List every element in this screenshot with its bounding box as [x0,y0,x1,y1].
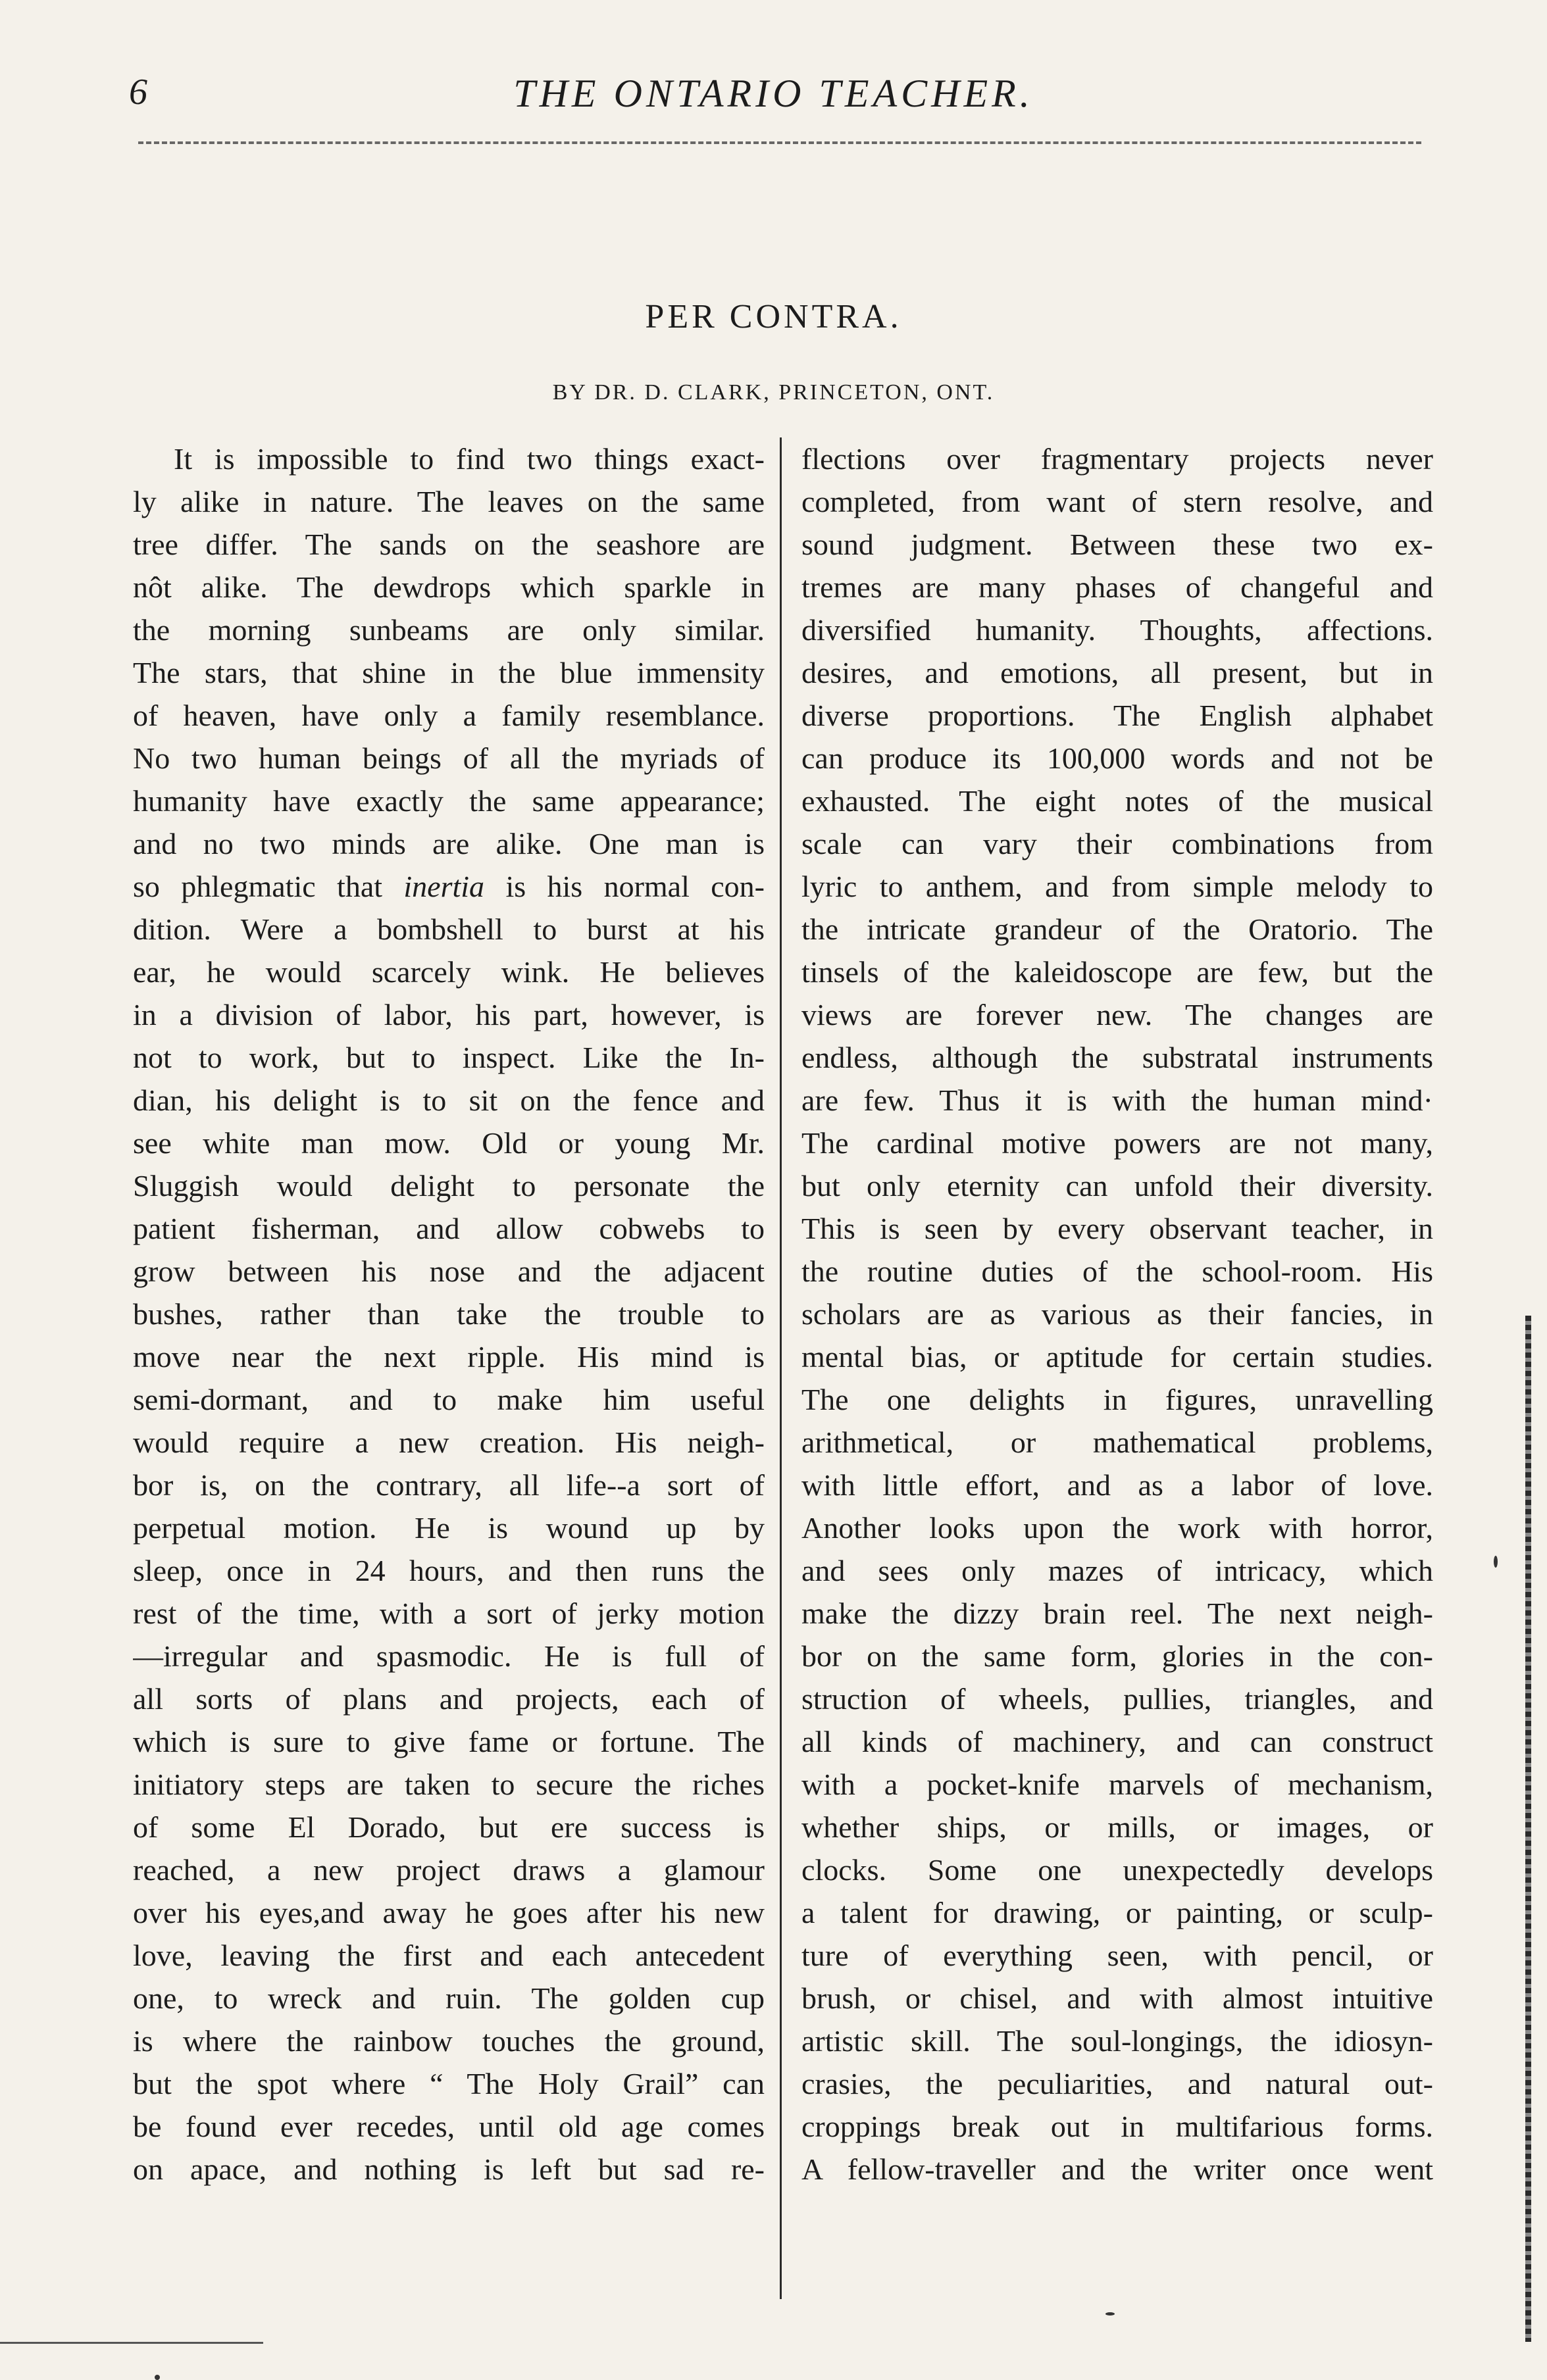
text-line: views are forever new. The changes are [801,998,1433,1031]
text-line: ture of everything seen, with pencil, or [801,1939,1433,1972]
text-line: with a pocket-knife marvels of mechanism, [801,1768,1433,1801]
text-line: desires, and emotions, all present, but in [801,656,1433,689]
text-line: be found ever recedes, until old age comes [133,2110,765,2143]
text-line: with little effort, and as a labor of love. [801,1468,1433,1502]
left-column [133,437,765,2191]
running-head [0,71,1547,124]
text-line: croppings break out in multifarious forms. [801,2110,1433,2143]
text-line: dian, his delight is to sit on the fence and [133,1083,765,1117]
text-line: struction of wheels, pullies, triangles, and [801,1682,1433,1716]
text-line: bor on the same form, glories in the con- [801,1639,1433,1673]
text-line: scholars are as various as their fancies, in [801,1297,1433,1331]
page-number: 6 [129,72,147,112]
text-line: bushes, rather than take the trouble to [133,1297,765,1331]
text-line: crasies, the peculiarities, and natural out- [801,2067,1433,2100]
text-line: on apace, and nothing is left but sad re- [133,2152,765,2186]
text-line: and sees only mazes of intricacy, which [801,1554,1433,1587]
text-line: move near the next ripple. His mind is [133,1340,765,1374]
text-line: semi-dormant, and to make him useful [133,1383,765,1416]
text-line: sleep, once in 24 hours, and then runs the [133,1554,765,1587]
scan-speck [1494,1556,1498,1568]
scan-speck [1105,2312,1115,2316]
text-line: all kinds of machinery, and can construct [801,1725,1433,1758]
text-line: make the dizzy brain reel. The next neigh- [801,1597,1433,1630]
text-line: mental bias, or aptitude for certain studies. [801,1340,1433,1374]
text-line: completed, from want of stern resolve, and [801,485,1433,518]
text-line: dition. Were a bombshell to burst at his [133,912,765,946]
text-line: the routine duties of the school-room. His [801,1254,1433,1288]
column-divider [780,437,782,2299]
text-line: the intricate grandeur of the Oratorio. The [801,912,1433,946]
text-line: patient fisherman, and allow cobwebs to [133,1212,765,1245]
text-line: The cardinal motive powers are not many, [801,1126,1433,1160]
text-line: so phlegmatic that inertia is his normal con- [133,870,765,903]
text-line: This is seen by every observant teacher, in [801,1212,1433,1245]
article-title: PER CONTRA. [645,298,902,335]
text-line: The stars, that shine in the blue immensity [133,656,765,689]
right-column [801,437,1433,2191]
text-line: Sluggish would delight to personate the [133,1169,765,1202]
text-line: tree differ. The sands on the seashore are [133,528,765,561]
text-line: sound judgment. Between these two ex- [801,528,1433,561]
text-line: in a division of labor, his part, however, is [133,998,765,1031]
text-line: a talent for drawing, or painting, or sculp- [801,1896,1433,1929]
text-line: whether ships, or mills, or images, or [801,1810,1433,1844]
text-line: and no two minds are alike. One man is [133,827,765,860]
text-line: initiatory steps are taken to secure the riches [133,1768,765,1801]
text-line: of some El Dorado, but ere success is [133,1810,765,1844]
text-line: diverse proportions. The English alphabet [801,699,1433,732]
text-line: flections over fragmentary projects never [801,442,1433,476]
text-line: of heaven, have only a family resemblance. [133,699,765,732]
text-line: rest of the time, with a sort of jerky motion [133,1597,765,1630]
text-line: A fellow-traveller and the writer once went [801,2152,1433,2186]
text-line: exhausted. The eight notes of the musical [801,784,1433,818]
text-line: lyric to anthem, and from simple melody to [801,870,1433,903]
text-line: brush, or chisel, and with almost intuitive [801,1981,1433,2015]
text-line: arithmetical, or mathematical problems, [801,1426,1433,1459]
scan-speck [155,2375,160,2380]
text-line: one, to wreck and ruin. The golden cup [133,1981,765,2015]
text-line: over his eyes,and away he goes after his new [133,1896,765,1929]
text-line: but the spot where “ The Holy Grail” can [133,2067,765,2100]
text-line: tremes are many phases of changeful and [801,570,1433,604]
text-line: would require a new creation. His neigh- [133,1426,765,1459]
text-line: —irregular and spasmodic. He is full of [133,1639,765,1673]
text-line: diversified humanity. Thoughts, affections. [801,613,1433,647]
header-rule [138,141,1421,144]
text-line: not to work, but to inspect. Like the In- [133,1041,765,1074]
bottom-rule [0,2342,263,2344]
scan-edge-artifact [1525,1316,1531,2342]
text-line: No two human beings of all the myriads of [133,741,765,775]
text-line: can produce its 100,000 words and not be [801,741,1433,775]
text-line: see white man mow. Old or young Mr. [133,1126,765,1160]
text-line: grow between his nose and the adjacent [133,1254,765,1288]
text-line: The one delights in figures, unravelling [801,1383,1433,1416]
text-line: all sorts of plans and projects, each of [133,1682,765,1716]
text-line: are few. Thus it is with the human mind· [801,1083,1433,1117]
text-line: the morning sunbeams are only similar. [133,613,765,647]
text-line: reached, a new project draws a glamour [133,1853,765,1887]
italic-word: inertia [403,870,485,903]
text-line: is where the rainbow touches the ground, [133,2024,765,2058]
byline: BY DR. D. CLARK, PRINCETON, ONT. [552,380,995,405]
text-line: love, leaving the first and each antecedent [133,1939,765,1972]
text-line: scale can vary their combinations from [801,827,1433,860]
text-line: perpetual motion. He is wound up by [133,1511,765,1545]
text-line: but only eternity can unfold their diversity. [801,1169,1433,1202]
text-line: ear, he would scarcely wink. He believes [133,955,765,989]
text-line: bor is, on the contrary, all life--a sort of [133,1468,765,1502]
text-line: endless, although the substratal instruments [801,1041,1433,1074]
text-line: Another looks upon the work with horror, [801,1511,1433,1545]
text-line: nôt alike. The dewdrops which sparkle in [133,570,765,604]
text-line: It is impossible to find two things exact- [174,442,765,476]
text-line: artistic skill. The soul-longings, the idiosyn- [801,2024,1433,2058]
text-line: humanity have exactly the same appearance; [133,784,765,818]
text-line: ly alike in nature. The leaves on the same [133,485,765,518]
text-line: clocks. Some one unexpectedly develops [801,1853,1433,1887]
journal-title: THE ONTARIO TEACHER. [513,72,1034,115]
text-line: which is sure to give fame or fortune. The [133,1725,765,1758]
text-line: tinsels of the kaleidoscope are few, but the [801,955,1433,989]
